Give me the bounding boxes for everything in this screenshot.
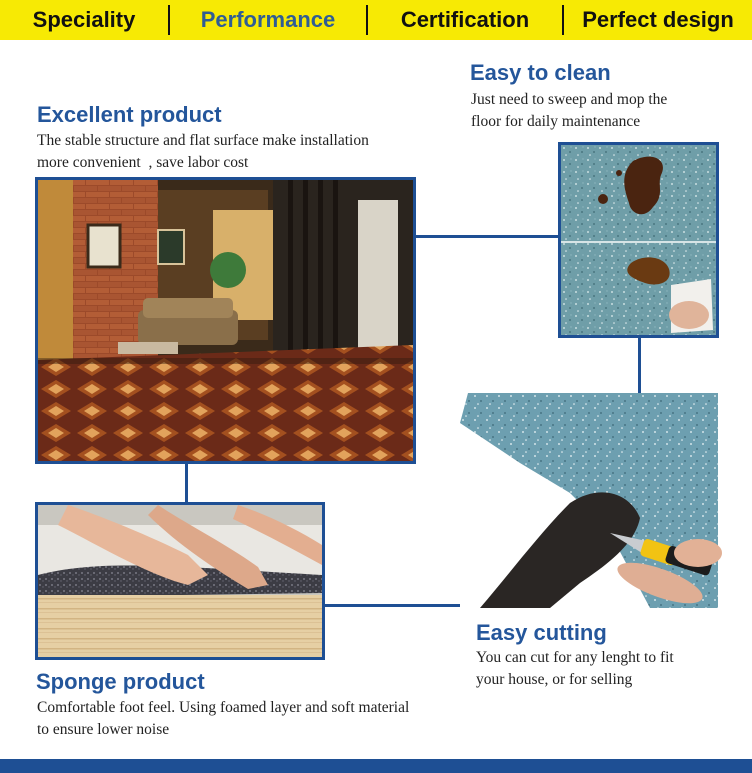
living-room-illustration [38,180,413,461]
desc-line: more convenient , save labor cost [37,154,249,171]
easy-cutting-title: Easy cutting [476,620,607,645]
stain-cleaning-illustration [561,145,716,335]
sponge-product-title: Sponge product [36,669,205,694]
excellent-product-title: Excellent product [37,102,222,127]
connector-line [638,336,641,396]
tab-perfect-design[interactable]: Perfect design [582,7,734,32]
connector-line [324,604,460,607]
sponge-product-desc [37,697,409,741]
living-room-photo [35,177,416,464]
foam-layer-illustration [38,505,322,657]
connector-line [414,235,562,238]
connector-line [185,462,188,503]
desc-line: your house, or for selling [476,671,633,688]
tab-certification[interactable]: Certification [400,7,530,32]
excellent-product-desc [37,130,369,174]
tab-performance[interactable]: Performance [200,7,336,32]
stain-cleaning-photo [558,142,719,338]
easy-cutting-desc [476,647,674,691]
cutting-knife-photo [460,393,722,608]
cutting-knife-illustration [460,393,722,608]
desc-line: Just need to sweep and mop the [471,91,668,108]
desc-line: You can cut for any lenght to fit [476,649,674,666]
easy-to-clean-desc [471,89,667,133]
foam-layer-photo [35,502,325,660]
easy-to-clean-title: Easy to clean [470,60,611,85]
desc-line: to ensure lower noise [37,721,170,738]
desc-line: The stable structure and flat surface make installation [37,132,369,149]
top-nav-bar [0,0,752,40]
tab-speciality[interactable]: Speciality [32,7,136,32]
desc-line: Comfortable foot feel. Using foamed layer and soft material [37,699,410,716]
desc-line: floor for daily maintenance [471,113,641,130]
footer-bar [0,759,752,773]
